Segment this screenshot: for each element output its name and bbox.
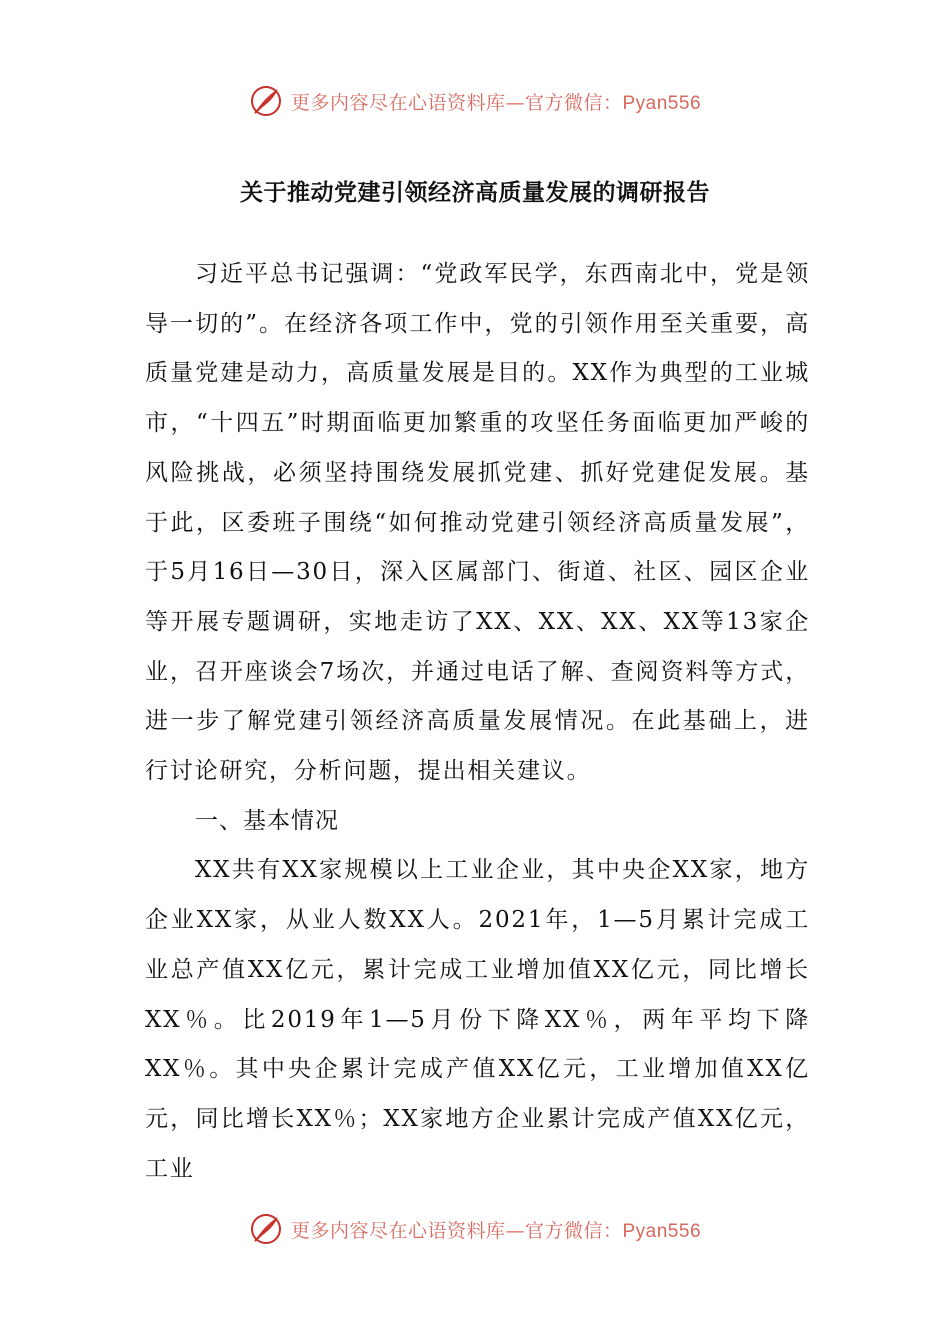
quill-pen-logo-icon (249, 1212, 283, 1246)
section-heading-basic-situation: 一、基本情况 (195, 807, 339, 834)
watermark-text: 更多内容尽在心语资料库—官方微信：Pyan556 (290, 1219, 702, 1242)
section-paragraph-basic-situation: XX共有XX家规模以上工业企业，其中央企XX家，地方企业XX家，从业人数XX人。2021年，1—5月累计完成工业总产值XX亿元，累计完成工业增加值XX亿元，同比增长XX％。比2019年1—5月份下降XX％，两年平均下降XX％。其中央企累计完成产值XX亿元，工业增加值XX亿元，同比增长XX％；XX家地方企业累计完成产值XX亿元，工业 (145, 857, 810, 1182)
footer-watermark (0, 1212, 950, 1246)
intro-paragraph: 习近平总书记强调：“党政军民学，东西南北中，党是领导一切的”。在经济各项工作中，党的引领作用至关重要，高质量党建是动力，高质量发展是目的。XX作为典型的工业城市，“十四五”时期面临更加繁重的攻坚任务面临更加严峻的风险挑战，必须坚持围绕发展抓党建、抓好党建促发展。基于此，区委班子围绕“如何推动党建引领经济高质量发展”，于5月16日—30日，深入区属部门、街道、社区、园区企业等开展专题调研，实地走访了XX、XX、XX、XX等13家企业，召开座谈会7场次，并通过电话了解、查阅资料等方式，进一步了解党建引领经济高质量发展情况。在此基础上，进行讨论研究，分析问题，提出相关建议。 (145, 261, 810, 785)
watermark-wechat-id: Pyan556 (622, 92, 702, 114)
watermark-text: 更多内容尽在心语资料库—官方微信：Pyan556 (290, 91, 702, 114)
quill-pen-logo-icon (249, 84, 283, 118)
watermark-wechat-id: Pyan556 (622, 1220, 702, 1242)
document-title: 关于推动党建引领经济高质量发展的调研报告 (240, 180, 710, 206)
document-body (145, 250, 810, 1194)
header-watermark (0, 84, 950, 118)
